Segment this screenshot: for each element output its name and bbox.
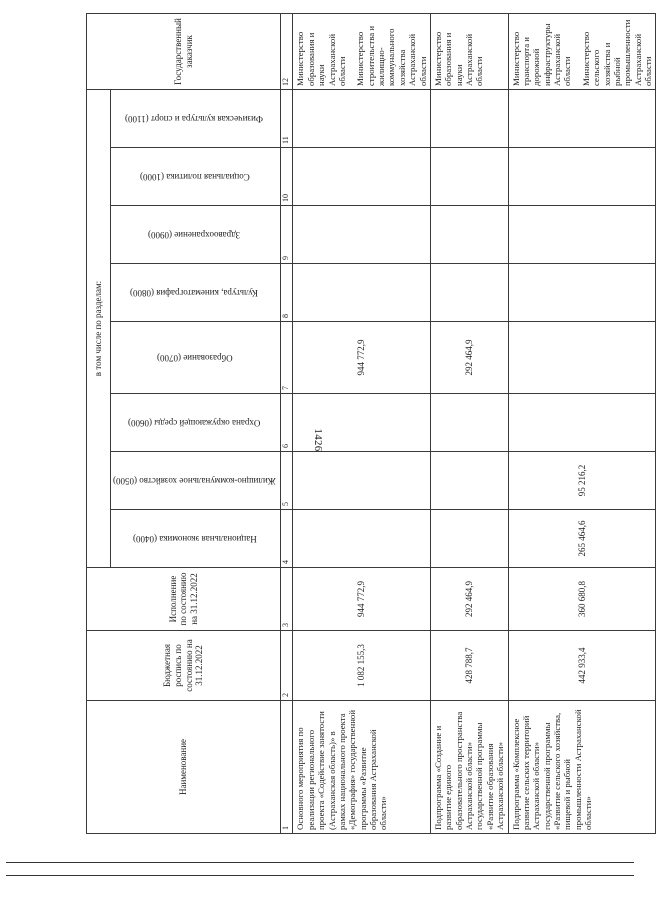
- table-container: [86, 14, 653, 834]
- customer-entry: Министерство строительства и жилищно-коммунального хозяйства Астраханской области: [355, 25, 428, 86]
- budget-table: [86, 13, 656, 834]
- row-section-value: [430, 90, 508, 148]
- column-number: 2: [281, 631, 293, 701]
- column-number: 7: [281, 322, 293, 394]
- row-section-value: [293, 394, 431, 452]
- column-number: 9: [281, 206, 293, 264]
- row-section-value: [430, 452, 508, 510]
- column-number: 8: [281, 264, 293, 322]
- row-section-value: 265 464,6: [508, 510, 656, 568]
- row-section-value: 292 464,9: [430, 322, 508, 394]
- header-section: Образование (0700): [111, 322, 281, 394]
- column-number: 4: [281, 510, 293, 568]
- row-budget: 428 788,7: [430, 631, 508, 701]
- row-section-value: [293, 90, 431, 148]
- row-section-value: 95 216,2: [508, 452, 656, 510]
- column-number: 12: [281, 14, 293, 90]
- row-execution: 292 464,9: [430, 568, 508, 631]
- table-row: [508, 14, 656, 834]
- header-budget: Бюджетная роспись по состоянию на 31.12.2022: [87, 631, 281, 701]
- header-section: Социальная политика (1000): [111, 148, 281, 206]
- row-section-value: [293, 510, 431, 568]
- row-section-value: [508, 394, 656, 452]
- row-section-value: [508, 264, 656, 322]
- header-section: Культура, кинематография (0800): [111, 264, 281, 322]
- header-section: Охрана окружающей среды (0600): [111, 394, 281, 452]
- row-budget: 1 082 155,3: [293, 631, 431, 701]
- row-section-value: [508, 206, 656, 264]
- row-section-value: [293, 148, 431, 206]
- header-execution: Исполнение по состоянию на 31.12.2022: [87, 568, 281, 631]
- header-customer: Государственный заказчик: [87, 14, 281, 90]
- page-number: 1426: [312, 428, 324, 452]
- header-section: Национальная экономика (0400): [111, 510, 281, 568]
- customer-entry: Министерство образования и науки Астраханской области: [295, 31, 347, 86]
- row-section-value: [508, 148, 656, 206]
- page-bottom-rule: [6, 875, 634, 876]
- page-bottom-rule: [6, 862, 634, 863]
- row-section-value: [430, 510, 508, 568]
- customer-entry: Министерство сельского хозяйства и рыбной промышленности Астраханской области: [580, 19, 653, 86]
- column-number: 10: [281, 148, 293, 206]
- header-sections-group: в том числе по разделам:: [87, 90, 111, 568]
- row-section-value: [508, 90, 656, 148]
- row-section-value: [430, 148, 508, 206]
- header-section: Физическая культура и спорт (1100): [111, 90, 281, 148]
- column-number: 3: [281, 568, 293, 631]
- row-section-value: [293, 206, 431, 264]
- row-section-value: [430, 206, 508, 264]
- row-section-value: [430, 264, 508, 322]
- row-section-value: [430, 394, 508, 452]
- row-customer: [430, 14, 508, 90]
- header-name: Наименование: [87, 701, 281, 834]
- column-numbers-row: [281, 14, 293, 834]
- row-section-value: [293, 452, 431, 510]
- header-section: Жилищно-коммунальное хозяйство (0500): [111, 452, 281, 510]
- rotated-table-frame: [86, 14, 653, 834]
- row-name: Основного мероприятия по реализации регионального проекта «Содействие занятости (Астраханская область)» в рамках национального проекта «Демография» государственной программы «Развитие образования Астраханской области»: [293, 701, 431, 834]
- row-section-value: 944 772,9: [293, 322, 431, 394]
- column-number: 1: [281, 701, 293, 834]
- customer-entry: Министерство транспорта и дорожной инфраструктуры Астраханской области: [510, 23, 573, 86]
- row-execution: 360 680,8: [508, 568, 656, 631]
- row-customer: [293, 14, 431, 90]
- customer-entry: Министерство образования и науки Астраханской области: [432, 31, 485, 86]
- column-number: 11: [281, 90, 293, 148]
- table-row: [430, 14, 508, 834]
- header-row-top: [87, 14, 111, 834]
- column-number: 5: [281, 452, 293, 510]
- row-budget: 442 933,4: [508, 631, 656, 701]
- row-section-value: [293, 264, 431, 322]
- header-section: Здравоохранение (0900): [111, 206, 281, 264]
- row-customer: [508, 14, 656, 90]
- column-number: 6: [281, 394, 293, 452]
- table-row: [293, 14, 431, 834]
- row-execution: 944 772,9: [293, 568, 431, 631]
- row-name: Подпрограмма «Комплексное развитие сельских территорий Астраханской области» государственной программы «Развитие сельского хозяйства, пищевой и рыбной промышленности Астраханской области»: [508, 701, 656, 834]
- row-name: Подпрограмма «Создание и развитие единого образовательного пространства Астраханской области» государственной программы «Развитие образования Астраханской области»: [430, 701, 508, 834]
- row-section-value: [508, 322, 656, 394]
